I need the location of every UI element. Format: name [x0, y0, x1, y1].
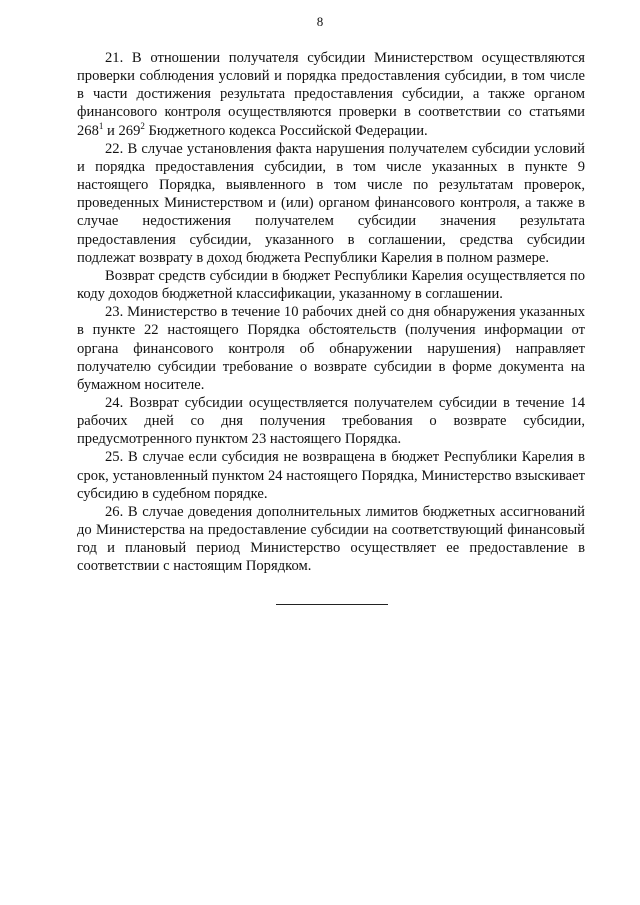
paragraph-23: 23. Министерство в течение 10 рабочих дней со дня обнаружения указанных в пункте 22 настоящего Порядка обстоятельств (получения информации от органа финансового контроля об обнаружении нарушения) направляет получателю субсидии требование о возврате субсидии в форме документа на бумажном носителе. — [77, 304, 585, 393]
paragraph-21-tail: Бюджетного кодекса Российской Федерации. — [144, 122, 428, 139]
paragraph-24: 24. Возврат субсидии осуществляется получателем субсидии в течение 14 рабочих дней со дня получения требования о возврате субсидии, предусмотренного пунктом 23 настоящего Порядка. — [77, 394, 585, 448]
paragraph-21 — [77, 49, 585, 140]
article-269-superscript: 2 — [140, 120, 145, 131]
paragraph-21-text: 21. В отношении получателя субсидии Министерством осуществляются проверки соблюдения условий и порядка предоставления субсидии, в том числе в части достижения результата предоставления субсидии, а также органом финансового контроля осуществляются проверки в соответствии со статьями 268 — [77, 50, 585, 139]
paragraph-22-refund: Возврат средств субсидии в бюджет Республики Карелия осуществляется по коду доходов бюджетной классификации, указанному в соглашении. — [77, 267, 585, 303]
article-268-superscript: 1 — [98, 120, 104, 131]
paragraph-26: 26. В случае доведения дополнительных лимитов бюджетных ассигнований до Министерства на предоставление субсидии на соответствующий финансовый год и плановый период Министерство осуществляет ее предоставление в соответствии с настоящим Порядком. — [77, 503, 585, 575]
document-body — [77, 49, 585, 576]
page-number: 8 — [316, 14, 324, 29]
end-of-document-rule — [276, 604, 388, 605]
paragraph-21-mid: и 269 — [103, 122, 141, 139]
paragraph-22: 22. В случае установления факта нарушения получателем субсидии условий и порядка предоставления субсидии, в том числе указанных в пункте 9 настоящего Порядка, выявленного в том числе по результатам проверок, проведенных Министерством и (или) органом финансового контроля, а также в случае недостижения получателем субсидии значения результата предоставления субсидии, указанного в соглашении, средства субсидии подлежат возврату в доход бюджета Республики Карелия в полном размере. — [77, 140, 585, 266]
paragraph-25: 25. В случае если субсидия не возвращена в бюджет Республики Карелия в срок, установленный пунктом 24 настоящего Порядка, Министерство взыскивает субсидию в судебном порядке. — [77, 449, 585, 502]
